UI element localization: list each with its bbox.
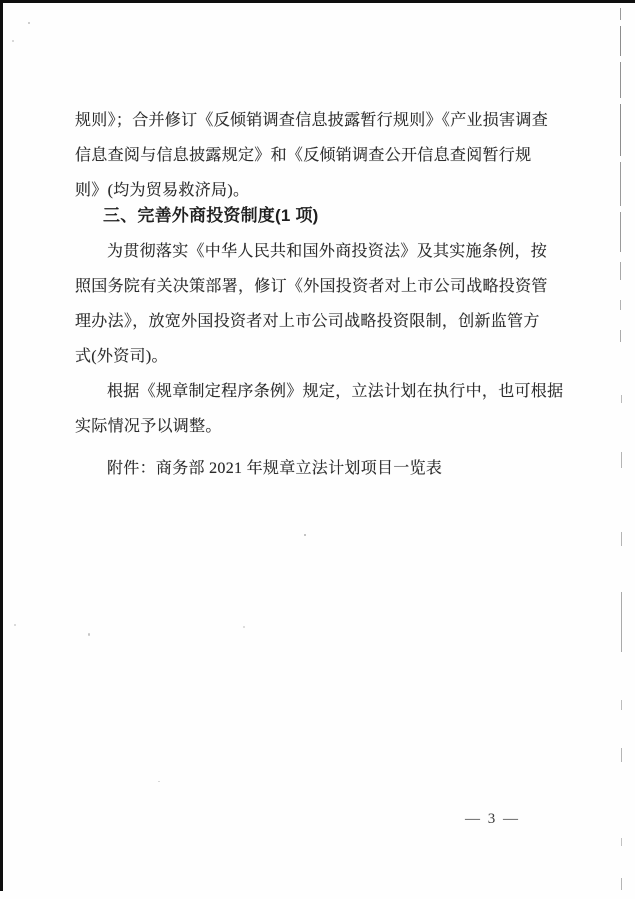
scan-speck — [304, 534, 306, 536]
scan-speck — [28, 22, 30, 24]
scan-artifact — [620, 262, 621, 280]
body-line: 为贯彻落实《中华人民共和国外商投资法》及其实施条例，按 — [107, 243, 548, 260]
scan-artifact — [620, 162, 621, 206]
attachment-line: 附件：商务部 2021 年规章立法计划项目一览表 — [107, 460, 443, 477]
scan-artifact — [620, 104, 621, 156]
page-number: — 3 — — [465, 811, 520, 827]
body-line: 则》(均为贸易救济局)。 — [75, 182, 250, 199]
scan-speck — [243, 626, 245, 628]
scan-artifact — [620, 62, 621, 98]
scan-edge-left — [0, 0, 3, 891]
scan-speck — [14, 624, 16, 626]
scan-artifact — [621, 452, 622, 468]
scan-artifact — [620, 26, 621, 56]
scan-artifact — [621, 700, 622, 710]
scan-speck — [158, 781, 160, 782]
scan-edge-top — [0, 0, 635, 3]
body-line: 理办法》，放宽外国投资者对上市公司战略投资限制，创新监管方 — [75, 313, 540, 330]
scan-artifact — [620, 212, 621, 252]
body-line: 信息查阅与信息披露规定》和《反倾销调查公开信息查阅暂行规 — [75, 147, 532, 164]
body-line: 照国务院有关决策部署，修订《外国投资者对上市公司战略投资管 — [75, 278, 548, 295]
scan-artifact — [621, 532, 622, 546]
scan-artifact — [620, 300, 621, 310]
scan-artifact — [620, 8, 621, 20]
scan-artifact — [621, 838, 622, 846]
body-line: 根据《规章制定程序条例》规定，立法计划在执行中，也可根据 — [107, 383, 564, 400]
scan-artifact — [621, 395, 622, 403]
body-line: 规则》；合并修订《反倾销调查信息披露暂行规则》《产业损害调查 — [75, 112, 549, 129]
scan-artifact — [621, 592, 622, 652]
scan-artifact — [620, 330, 621, 342]
scan-artifact — [621, 878, 622, 890]
section-heading: 三、完善外商投资制度(1 项) — [103, 206, 319, 225]
scan-speck — [88, 633, 90, 636]
scan-speck — [12, 40, 14, 42]
scan-artifact — [621, 748, 622, 762]
body-line: 式(外资司)。 — [75, 348, 168, 365]
body-line: 实际情况予以调整。 — [75, 418, 222, 435]
